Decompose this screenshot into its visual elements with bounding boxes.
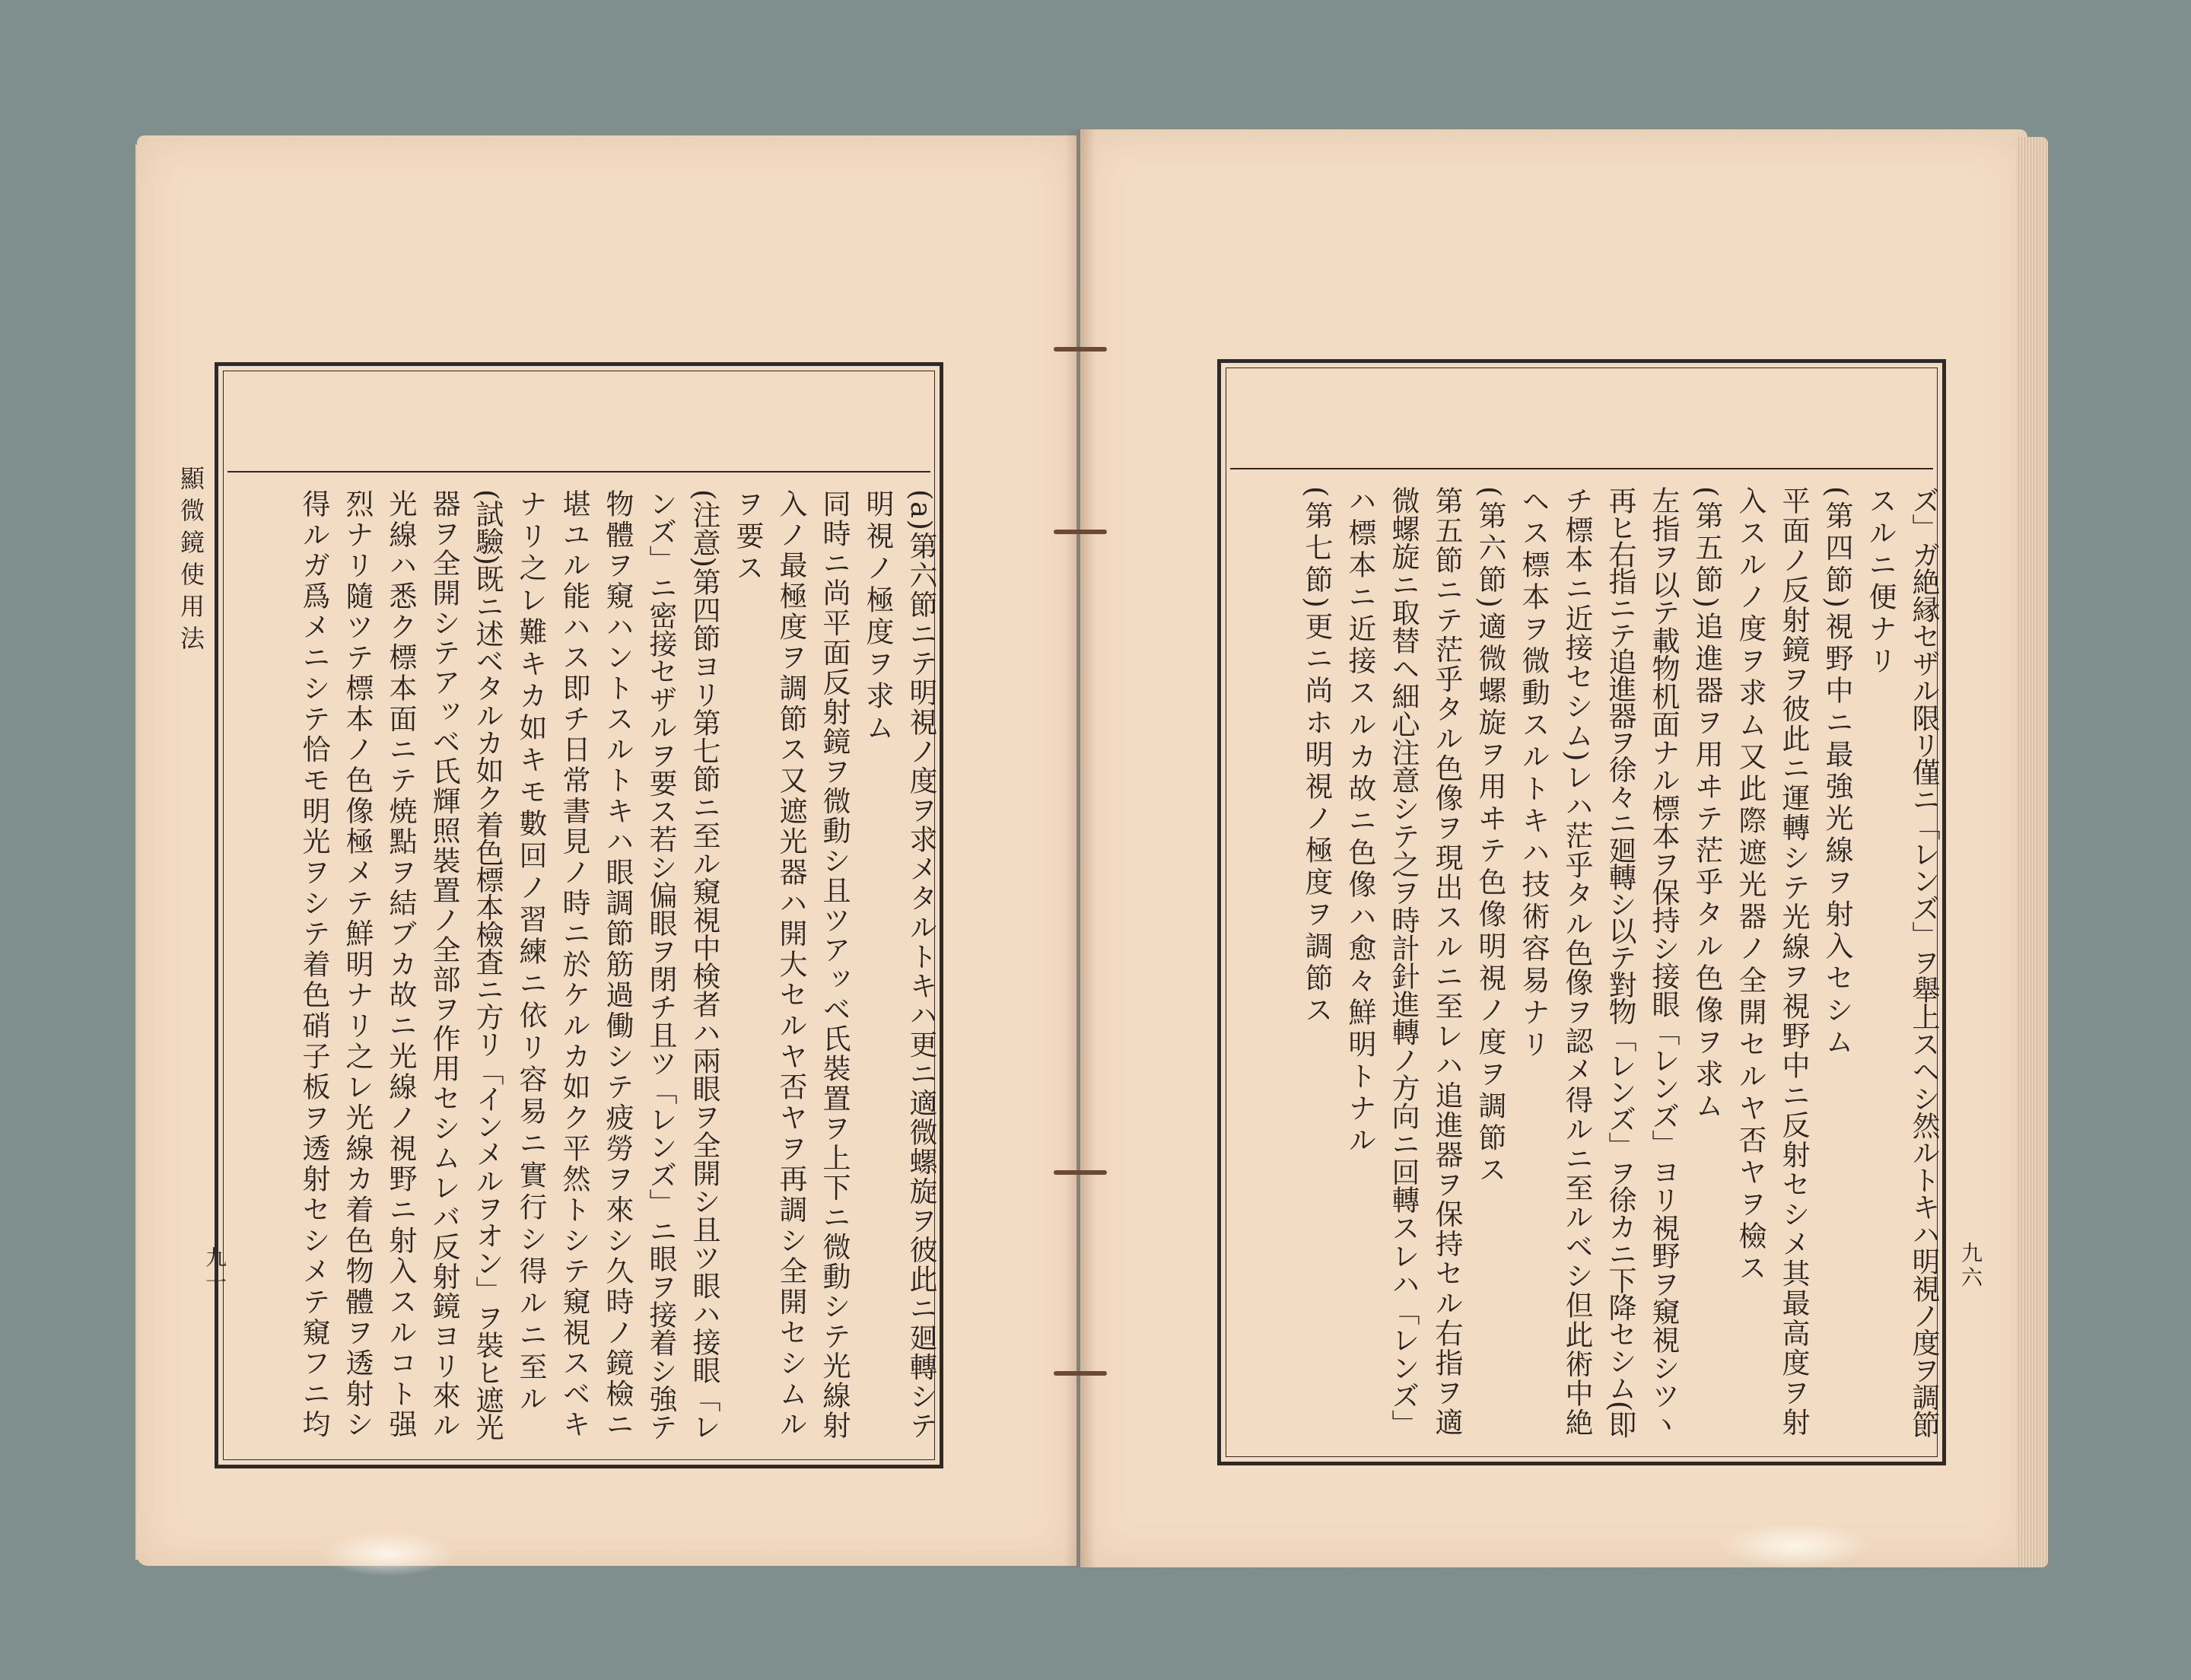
text-column: 光線ハ悉ク標本面ニテ焼點ヲ結ブカ故ニ光線ノ視野ニ射入スルコト强 <box>384 489 417 1440</box>
text-column: (第四節)視野中ニ最強光線ヲ射入セシム <box>1821 486 1853 1059</box>
text-column: 再ヒ右指ニテ追進器ヲ徐々ニ廻轉シ以テ對物「レンズ」ヲ徐カニ下降セシム(即 <box>1604 486 1636 1437</box>
text-column: (a)第六節ニテ明視ノ度ヲ求メタルトキハ更ニ適微螺旋ヲ彼此ニ廻轉シテ <box>905 489 937 1440</box>
text-column: ナリ之レ難キカ如キモ數回ノ習練ニ依リ容易ニ實行シ得ルニ至ル <box>514 489 547 1416</box>
text-column: 器ヲ全開シテアッベ氏輝照裝置ノ全部ヲ作用セシムレバ反射鏡ヨリ來ル <box>428 489 460 1440</box>
text-column: (第七節)更ニ尚ホ明視ノ極度ヲ調節ス <box>1300 486 1333 1027</box>
text-column: 同時ニ尚平面反射鏡ヲ微動シ且ツアッベ氏裝置ヲ上下ニ微動シテ光線射 <box>818 489 851 1440</box>
binding-stitch <box>1054 530 1107 534</box>
right-page-edges <box>2016 137 2048 1567</box>
text-column: 堪ユル能ハス即チ日常書見ノ時ニ於ケルカ如ク平然トシテ窺視スベキ <box>558 489 590 1440</box>
text-column: ンズ」ニ密接セザルヲ要ス若シ偏眼ヲ閉チ且ツ「レンズ」ニ眼ヲ接着シ強テ <box>644 489 677 1440</box>
text-column: ヘス標本ヲ微動スルトキハ技術容易ナリ <box>1517 486 1550 1061</box>
text-column: 物體ヲ窺ハントスルトキハ眼調節筋過働シテ疲勞ヲ來シ久時ノ鏡檢ニ <box>601 489 634 1440</box>
paper-stain <box>1719 1523 1871 1569</box>
binding-stitch <box>1054 1371 1107 1376</box>
text-column: 入ノ最極度ヲ調節ス又遮光器ハ開大セルヤ否ヤヲ再調シ全開セシムル <box>774 489 807 1440</box>
binding-stitch <box>1054 1170 1107 1175</box>
header-rule <box>227 471 930 473</box>
text-column: 平面ノ反射鏡ヲ彼此ニ運轉シテ光線ヲ視野中ニ反射セシメ其最高度ヲ射 <box>1777 486 1810 1437</box>
text-column: 第五節ニテ茫乎タル色像ヲ現出スルニ至レハ追進器ヲ保持セル右指ヲ適 <box>1430 486 1463 1437</box>
running-head: 顯微鏡使用法 <box>176 466 205 657</box>
binding-stitch <box>1054 347 1107 352</box>
text-column: (注意)第四節ヨリ第七節ニ至ル窺視中検者ハ兩眼ヲ全開シ且ツ眼ハ接眼「レ <box>688 489 720 1440</box>
paper-stain <box>320 1531 456 1577</box>
text-column: 入スルノ度ヲ求ム又此際遮光器ノ全開セルヤ否ヤヲ檢ス <box>1734 486 1766 1285</box>
left-page-number: 九一 <box>202 1246 227 1295</box>
header-rule <box>1230 468 1933 469</box>
text-column: 烈ナリ隨ツテ標本ノ色像極メテ鮮明ナリ之レ光線カ着色物體ヲ透射シ <box>341 489 374 1440</box>
text-column: (第五節)追進器ヲ用ヰテ茫乎タル色像ヲ求ム <box>1690 486 1723 1123</box>
text-column: ハ標本ニ近接スルカ故ニ色像ハ愈々鮮明トナル <box>1344 486 1376 1157</box>
text-column: 明視ノ極度ヲ求ム <box>861 489 894 745</box>
book-gutter <box>1065 129 1096 1567</box>
text-column: チ標本ニ近接セシム)レハ茫乎タル色像ヲ認メ得ルニ至ルベシ但此術中絶 <box>1560 486 1593 1437</box>
text-column: 左指ヲ以テ載物机面ナル標本ヲ保持シ接眼「レンズ」ヨリ視野ヲ窺視シツヽ <box>1647 486 1680 1437</box>
text-column: スルニ便ナリ <box>1864 486 1897 678</box>
left-text-frame <box>215 362 943 1468</box>
text-column: (第六節)適微螺旋ヲ用ヰテ色像明視ノ度ヲ調節ス <box>1474 486 1506 1187</box>
right-page-number: 九六 <box>1958 1242 1983 1290</box>
text-column: 得ルガ爲メニシテ恰モ明光ヲシテ着色硝子板ヲ透射セシメテ窺フニ均 <box>297 489 330 1440</box>
text-column: 微螺旋ニ取替ヘ細心注意シテ之ヲ時計針進轉ノ方向ニ回轉スレハ「レンズ」 <box>1387 486 1420 1438</box>
text-column: ヲ要ス <box>731 489 764 585</box>
text-column: (試驗)既ニ述ベタルカ如ク着色標本檢査ニ方リ「インメルヲオン」ヲ裝ヒ遮光 <box>471 489 504 1440</box>
right-text-frame <box>1217 359 1946 1465</box>
text-column: ズ」ガ絶縁セザル限リ僅ニ「レンズ」ヲ舉上スヘシ然ルトキハ明視ノ度ヲ調節 <box>1907 486 1940 1438</box>
